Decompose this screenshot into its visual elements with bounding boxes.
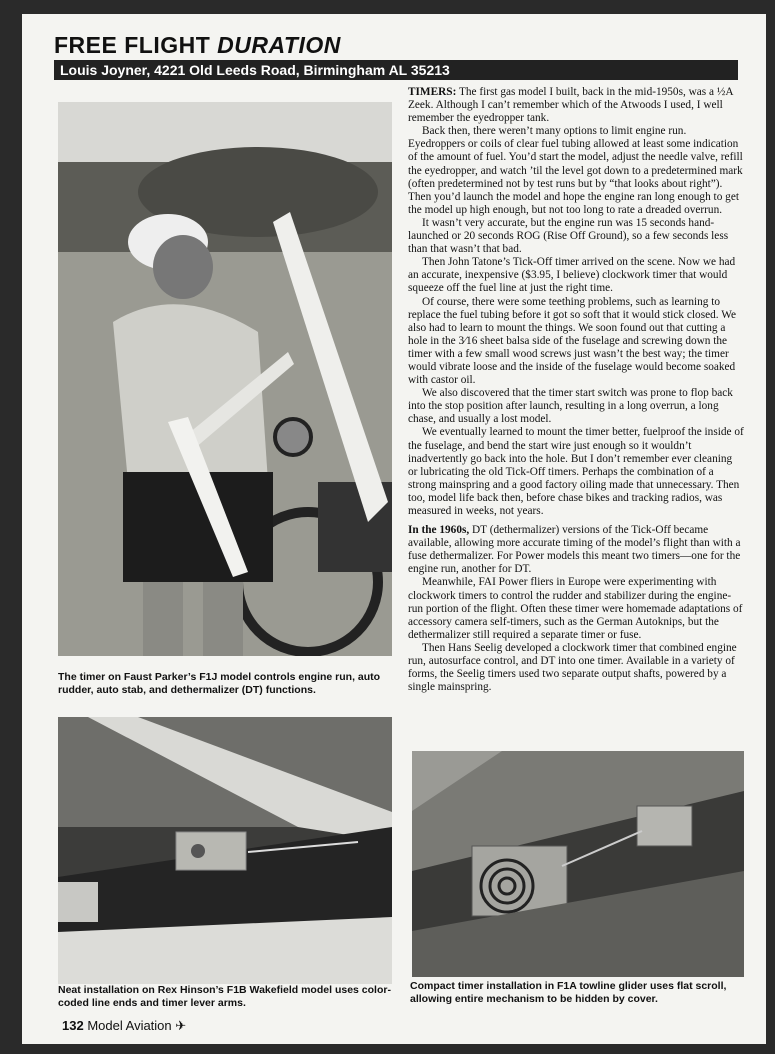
- publication-name: Model Aviation: [87, 1018, 172, 1033]
- paragraph-section-lead: [408, 524, 744, 576]
- article-body: [408, 86, 744, 694]
- caption-photo-2: Neat installation on Rex Hinson’s F1B Wakefield model uses color-coded line ends and timer lever arms.: [58, 984, 391, 1009]
- paragraph: We eventually learned to mount the timer better, fuelproof the inside of the fuselage, and bend the start wire just enough so it wouldn’t inadvertently go back into the hole. But I don’t remember ever cleaning or lubricating the old Tick-Off timers. Perhaps the combination of a strong mainspring and a good factory oiling made that unnecessary. Then too, model life back then, before chase bikes and tracking radios, was measured in weeks, not years.: [408, 426, 744, 517]
- caption-photo-3: Compact timer installation in F1A towline glider uses flat scroll, allowing entire mechanism to be hidden by cover.: [410, 980, 727, 1005]
- lead-word: TIMERS:: [408, 86, 457, 98]
- paragraph: Of course, there were some teething problems, such as learning to replace the fuel tubing before it got so soft that it would stick closed. We also had to learn to mount the things. We soon found out that cutting a hole in the 3⁄16 sheet balsa side of the fuselage and screwing down the timer with a few small wood screws just wasn’t the best way; the timer would vibrate loose and the inside of the fuselage would become soaked with castor oil.: [408, 295, 736, 387]
- paragraph: Then Hans Seelig developed a clockwork timer that combined engine run, autosurface control, and DT into one timer. Available in a variety of forms, the Seelig timers used two separate output shafts, powered by a single mainspring.: [408, 641, 737, 694]
- section-lead-text: DT (dethermalizer) versions of the Tick-Off became available, allowing more accurate timing of the model’s flight than with a fuse dethermalizer. For Power models this meant two timers—one for the engine run, another for DT.: [408, 524, 741, 576]
- column-title: [54, 32, 341, 59]
- paragraph-lead: [408, 86, 744, 125]
- title-accent: DURATION: [217, 32, 341, 58]
- airplane-icon: ✈: [175, 1018, 187, 1033]
- magazine-page: [22, 14, 766, 1044]
- lead-text: The first gas model I built, back in the mid-1950s, was a ½A Zeek. Although I can’t remember which of the Atwoods I used, I well remember the eyedropper tank.: [408, 86, 733, 125]
- paragraph: We also discovered that the timer start switch was prone to flop back into the stop position after launch, resulting in a long overrun, a long chase, and usually a lost model.: [408, 387, 733, 426]
- paragraph: Then John Tatone’s Tick-Off timer arrived on the scene. Now we had an accurate, inexpensive ($3.95, I believe) clockwork timer that would squeeze off the fuel line at just the right time.: [408, 256, 736, 295]
- photo-f1j-model: [58, 102, 392, 656]
- paragraph: Meanwhile, FAI Power fliers in Europe were experimenting with clockwork timers to control the rudder and stabilizer during the engine-run portion of the flight. Often these timer were homemade adaptations of accessory camera self-timers, such as the German Autoknips, but the dethermalizer still required a separate timer or fuse.: [408, 576, 743, 641]
- title-main: FREE FLIGHT: [54, 32, 211, 58]
- paragraph: It wasn’t very accurate, but the engine run was 15 seconds hand-launched or 20 seconds ROG (Rise Off Ground), so a few seconds less than that wasn’t that bad.: [408, 216, 729, 256]
- photo-f1a-glider: [412, 751, 744, 977]
- section-lead-word: In the 1960s,: [408, 524, 470, 537]
- caption-photo-1: The timer on Faust Parker’s F1J model controls engine run, auto rudder, auto stab, and dethermalizer (DT) functions.: [58, 671, 381, 696]
- page-footer: [62, 1018, 186, 1034]
- paragraph: Back then, there weren’t many options to limit engine run. Eyedroppers or coils of clear fuel tubing allowed at least some indication of the amount of fuel. You’d start the model, adjust the needle valve, refill the eyedropper, and watch ’til the level got down to a predetermined mark (often predetermined not by test runs but by “that looks about right”). Then you’d launch the model and hope the engine ran long enough to get the model up high enough, but not too long to rate a dreaded overrun.: [408, 125, 743, 216]
- photo-f1b-wakefield: [58, 717, 392, 984]
- author-byline: Louis Joyner, 4221 Old Leeds Road, Birmingham AL 35213: [54, 60, 738, 80]
- page-number: 132: [62, 1018, 84, 1033]
